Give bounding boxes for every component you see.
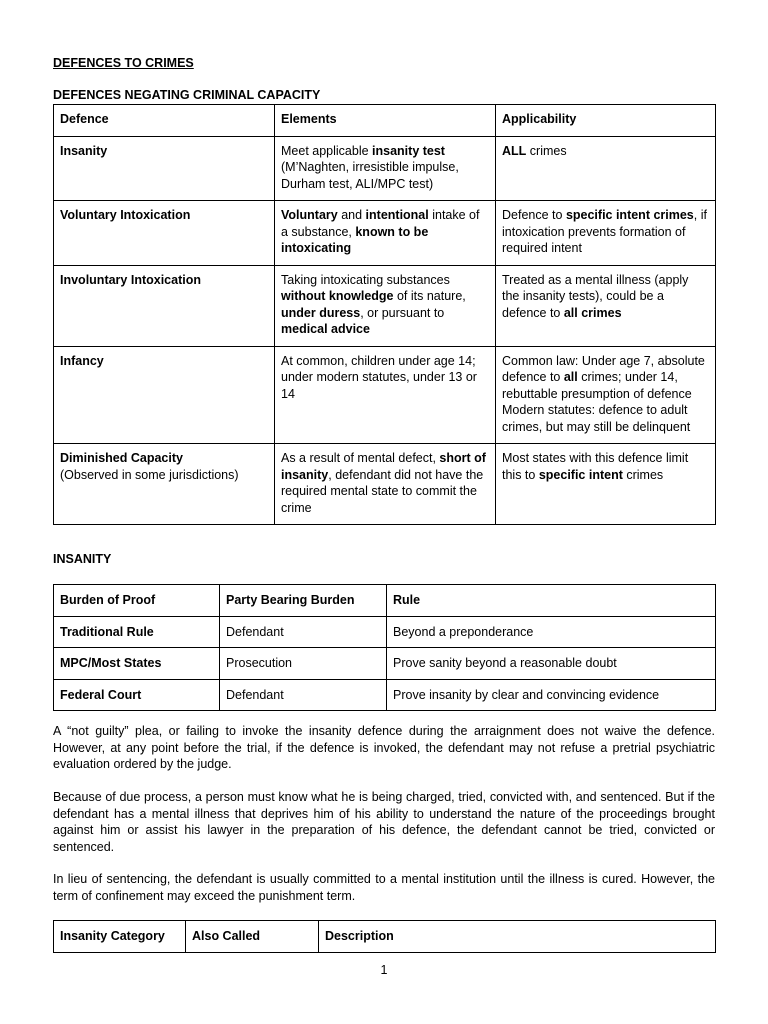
bold-text: intentional <box>365 208 429 222</box>
paragraph-due-process: Because of due process, a person must know what he is being charged, tried, convicted with, and sentenced. But if the defendant has a mental illness that deprives him of his ability to understand the nature of the proceedings brought against him or assist his lawyer in the preparation of his defence, the defendant cannot be tried, convicted or sentenced. <box>53 790 715 854</box>
text: Taking intoxicating substances <box>281 272 450 287</box>
table-row <box>54 616 716 648</box>
burden-cell: Traditional Rule <box>54 616 220 648</box>
text: Common law: Under age 7, absolute defence to <box>502 353 705 384</box>
bold-text: all crimes <box>563 305 622 320</box>
table-row <box>54 201 716 266</box>
bold-text: insanity test <box>372 143 445 158</box>
header-defence: Defence <box>54 105 275 137</box>
text: crimes; under 14, rebuttable presumption of defence <box>502 370 692 401</box>
bold-text: medical advice <box>281 322 370 336</box>
defence-name: Diminished Capacity <box>60 451 183 465</box>
text: Treated as a mental illness (apply the insanity tests), could be a defence to <box>502 272 689 320</box>
section-heading-insanity: INSANITY <box>53 552 112 566</box>
party-cell: Defendant <box>220 616 387 648</box>
applicability-cell <box>496 265 716 346</box>
bold-text: Voluntary <box>281 208 338 222</box>
table-row <box>54 136 716 201</box>
table-row <box>54 679 716 711</box>
table-row <box>54 444 716 525</box>
text: , or pursuant to <box>360 305 445 320</box>
defence-cell <box>54 201 275 266</box>
defence-name: Infancy <box>60 353 104 368</box>
bold-text: under duress <box>281 305 361 320</box>
elements-cell <box>275 265 496 346</box>
defence-name: Insanity <box>60 143 108 158</box>
text: intake of a substance, <box>281 208 480 239</box>
elements-cell <box>275 136 496 201</box>
applicability-cell <box>496 346 716 444</box>
table-header-row <box>54 585 716 617</box>
header-burden: Burden of Proof <box>54 585 220 617</box>
header-description: Description <box>319 921 716 953</box>
burden-cell: MPC/Most States <box>54 648 220 680</box>
bold-text: ALL <box>502 143 527 158</box>
paragraph-sentencing: In lieu of sentencing, the defendant is usually committed to a mental institution until the illness is cured. However, the term of confinement may exceed the punishment term. <box>53 872 715 903</box>
bold-text: short of insanity <box>281 451 486 482</box>
rule-cell: Prove sanity beyond a reasonable doubt <box>387 648 716 680</box>
document-title: DEFENCES TO CRIMES <box>53 56 194 70</box>
text: crimes <box>526 143 567 158</box>
defence-cell <box>54 136 275 201</box>
table-header-row <box>54 921 716 953</box>
text: As a result of mental defect, <box>281 451 440 465</box>
text: At common, children under age 14; under modern statutes, under 13 or 14 <box>281 353 477 401</box>
defence-cell <box>54 346 275 444</box>
rule-cell: Prove insanity by clear and convincing evidence <box>387 679 716 711</box>
defence-name: Voluntary Intoxication <box>60 208 191 222</box>
text: and <box>337 208 366 222</box>
text: , defendant did not have the required mental state to commit the crime <box>281 467 484 515</box>
header-party: Party Bearing Burden <box>220 585 387 617</box>
text: (M’Naghten, irresistible impulse, Durham test, ALI/MPC test) <box>281 160 459 191</box>
defence-cell <box>54 265 275 346</box>
text: crimes <box>622 467 664 482</box>
applicability-cell <box>496 136 716 201</box>
burden-cell: Federal Court <box>54 679 220 711</box>
rule-cell: Beyond a preponderance <box>387 616 716 648</box>
defence-note: (Observed in some jurisdictions) <box>60 467 239 482</box>
bold-text: all <box>563 370 578 384</box>
text: Meet applicable <box>281 143 373 158</box>
elements-cell <box>275 346 496 444</box>
section-heading-criminal-capacity: DEFENCES NEGATING CRIMINAL CAPACITY <box>53 88 321 102</box>
text: Most states with this defence limit this to <box>502 451 689 482</box>
bold-text: specific intent crimes <box>565 208 694 222</box>
party-cell: Defendant <box>220 679 387 711</box>
table-row <box>54 265 716 346</box>
defences-table <box>53 104 716 525</box>
paragraph-waiver: A “not guilty” plea, or failing to invoke the insanity defence during the arraignment does not waive the defence. However, at any point before the trial, if the defence is invoked, the defendant may not refuse a pretrial psychiatric evaluation ordered by the judge. <box>53 724 715 771</box>
header-applicability: Applicability <box>496 105 716 137</box>
bold-text: known to be intoxicating <box>281 224 429 255</box>
party-cell: Prosecution <box>220 648 387 680</box>
table-header-row <box>54 105 716 137</box>
header-also-called: Also Called <box>186 921 319 953</box>
table-row <box>54 346 716 444</box>
elements-cell <box>275 444 496 525</box>
defence-name: Involuntary Intoxication <box>60 272 201 287</box>
header-rule: Rule <box>387 585 716 617</box>
burden-of-proof-table <box>53 584 716 711</box>
text: Modern statutes: defence to adult crimes, but may still be delinquent <box>502 403 691 434</box>
insanity-category-table <box>53 920 716 953</box>
header-category: Insanity Category <box>54 921 186 953</box>
table-row <box>54 648 716 680</box>
defence-cell <box>54 444 275 525</box>
text: of its nature, <box>393 289 466 303</box>
bold-text: without knowledge <box>281 289 394 303</box>
header-elements: Elements <box>275 105 496 137</box>
page-number: 1 <box>380 963 388 977</box>
text: Defence to <box>502 208 566 222</box>
bold-text: specific intent <box>538 467 623 482</box>
applicability-cell <box>496 444 716 525</box>
applicability-cell <box>496 201 716 266</box>
elements-cell <box>275 201 496 266</box>
text: , if intoxication prevents formation of required intent <box>502 208 707 255</box>
